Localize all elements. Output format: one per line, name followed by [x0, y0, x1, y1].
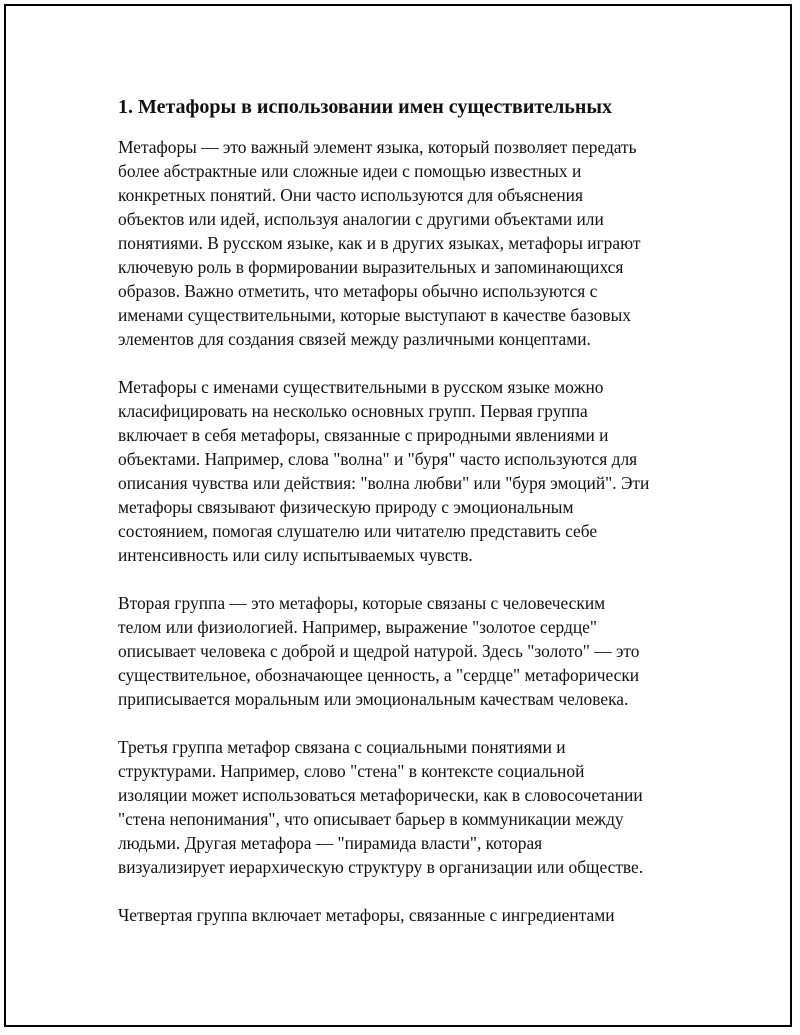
text-line: приписывается моральным или эмоциональным качествам человека. [118, 689, 629, 709]
document-body [118, 93, 698, 951]
text-line: понятиями. В русском языке, как и в других языках, метафоры играют [118, 233, 641, 253]
section-heading: 1. Метафоры в использовании имен существительных [118, 96, 613, 118]
text-line: изоляции может использоваться метафорически, как в словосочетании [118, 785, 643, 805]
text-line: объектов или идей, используя аналогии с другими объектами или [118, 209, 604, 229]
text-line: объектами. Например, слова "волна" и "буря" часто используются для [118, 449, 638, 469]
text-line: телом или физиологией. Например, выражение "золотое сердце" [118, 617, 597, 637]
text-line: Вторая группа — это метафоры, которые связаны с человеческим [118, 593, 606, 613]
text-line: элементов для создания связей между различными концептами. [118, 329, 591, 349]
text-line: более абстрактные или сложные идеи с помощью известных и [118, 161, 582, 181]
text-line: "стена непонимания", что описывает барьер в коммуникации между [118, 809, 624, 829]
text-line: существительное, обозначающее ценность, а "сердце" метафорически [118, 665, 640, 685]
text-line: Метафоры — это важный элемент языка, который позволяет передать [118, 137, 637, 157]
text-line: Третья группа метафор связана с социальными понятиями и [118, 737, 566, 757]
text-line: описания чувства или действия: "волна любви" или "буря эмоций". Эти [118, 473, 650, 493]
paragraph-1 [118, 135, 698, 351]
text-line: состоянием, помогая слушателю или читателю представить себе [118, 521, 598, 541]
text-line: структурами. Например, слово "стена" в контексте социальной [118, 761, 585, 781]
text-line: Метафоры с именами существительными в русском языке можно [118, 377, 604, 397]
text-line: описывает человека с доброй и щедрой натурой. Здесь "золото" — это [118, 641, 640, 661]
paragraph-2 [118, 375, 698, 567]
paragraph-4 [118, 735, 698, 879]
text-line: людьми. Другая метафора — "пирамида власти", которая [118, 833, 543, 853]
paragraph-3 [118, 591, 698, 711]
text-line: Четвертая группа включает метафоры, связанные с ингредиентами [118, 905, 615, 925]
text-line: именами существительными, которые выступают в качестве базовых [118, 305, 631, 325]
text-line: включает в себя метафоры, связанные с природными явлениями и [118, 425, 609, 445]
text-line: ключевую роль в формировании выразительных и запоминающихся [118, 257, 624, 277]
text-line: класифицировать на несколько основных групп. Первая группа [118, 401, 588, 421]
text-line: интенсивность или силу испытываемых чувств. [118, 545, 473, 565]
text-line: конкретных понятий. Они часто используются для объяснения [118, 185, 583, 205]
text-line: визуализирует иерархическую структуру в организации или обществе. [118, 857, 644, 877]
paragraph-5 [118, 903, 698, 927]
text-line: образов. Важно отметить, что метафоры обычно используются с [118, 281, 598, 301]
text-line: метафоры связывают физическую природу с эмоциональным [118, 497, 574, 517]
